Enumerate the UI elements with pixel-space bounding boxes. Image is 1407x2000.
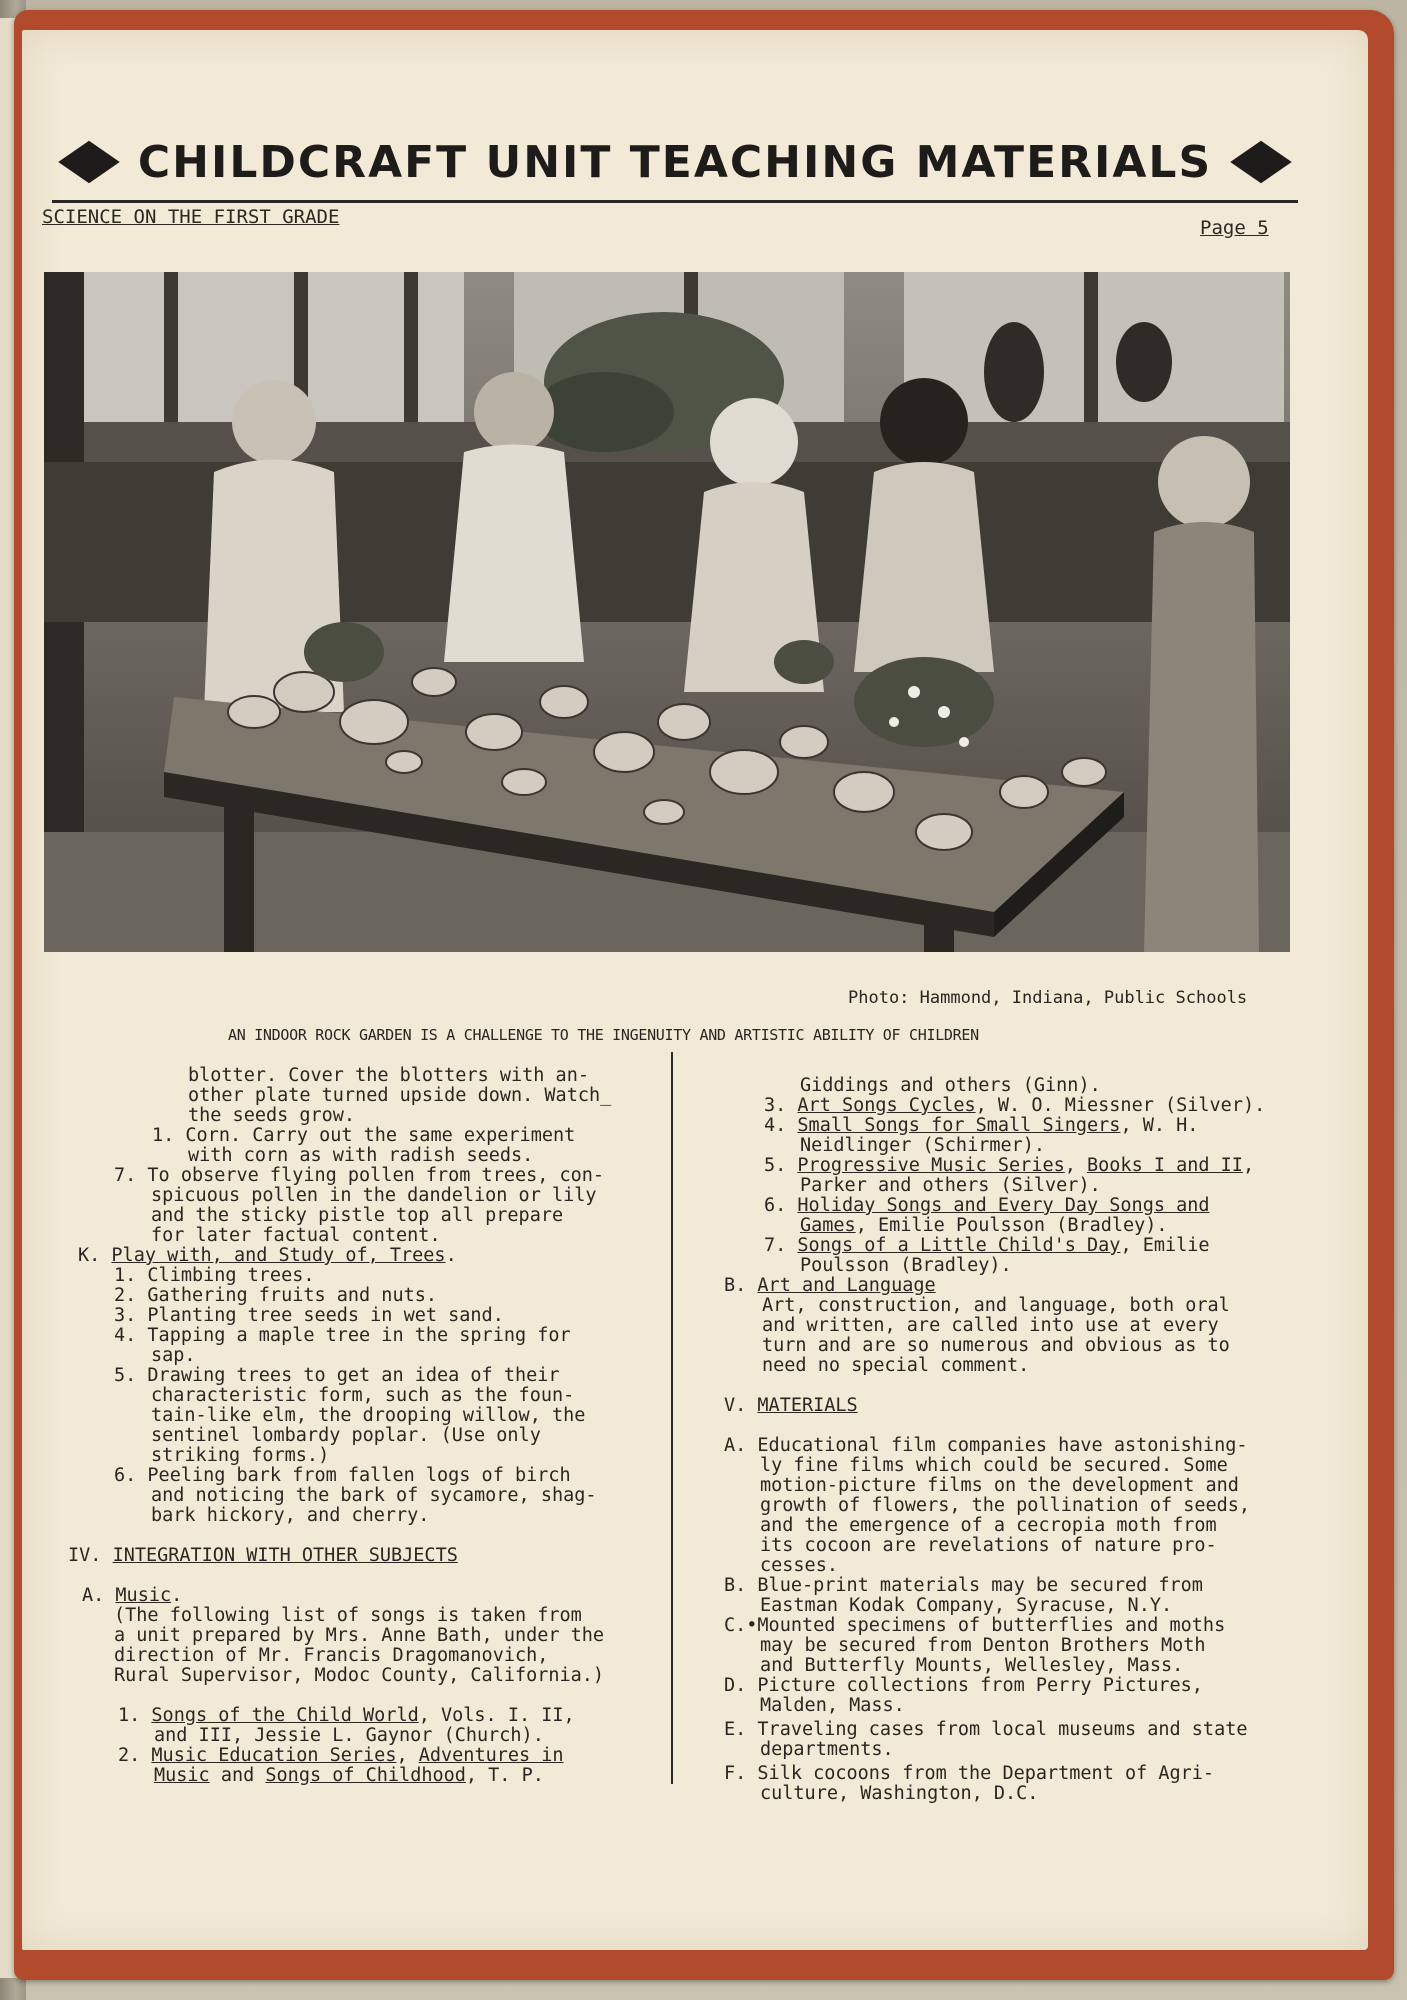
song-2-line-1 bbox=[118, 1746, 564, 1766]
song-3 bbox=[764, 1096, 1265, 1116]
material-c-line-1: C.•Mounted specimens of butterflies and moths bbox=[724, 1615, 1226, 1636]
right-diamond-ornament-icon bbox=[1230, 141, 1292, 183]
left-cont-line-2: other plate turned upside down. Watch_ bbox=[188, 1085, 612, 1106]
song-1-detail: , Vols. I. II, bbox=[418, 1705, 575, 1726]
k-item-3: 3. Planting tree seeds in wet sand. bbox=[114, 1305, 504, 1326]
song-5-title-a: Progressive Music Series bbox=[797, 1155, 1065, 1176]
section-k-period: . bbox=[445, 1245, 457, 1266]
material-a-line-6: its cocoon are revelations of nature pro- bbox=[760, 1535, 1217, 1556]
column-divider bbox=[671, 1052, 673, 1784]
music-note-line-3: direction of Mr. Francis Dragomanovich, bbox=[114, 1645, 549, 1666]
section-k-letter: K. bbox=[78, 1245, 101, 1266]
music-period: . bbox=[171, 1585, 183, 1606]
song-1-number: 1. bbox=[118, 1705, 141, 1726]
song-5-line-2: Parker and others (Silver). bbox=[800, 1175, 1101, 1196]
music-note-line-1: (The following list of songs is taken from bbox=[114, 1605, 582, 1626]
song-7-number: 7. bbox=[764, 1235, 787, 1256]
item-7-line-3: and the sticky pistle top all prepare bbox=[151, 1205, 564, 1226]
material-a-line-2: ly fine films which could be secured. Some bbox=[760, 1455, 1228, 1476]
song-7-detail: , Emilie bbox=[1120, 1235, 1210, 1256]
k-item-6-line-2: and noticing the bark of sycamore, shag- bbox=[151, 1485, 597, 1506]
song-3-number: 3. bbox=[764, 1095, 787, 1116]
material-b-line-1: B. Blue-print materials may be secured from bbox=[724, 1575, 1203, 1596]
left-diamond-ornament-icon bbox=[58, 141, 120, 183]
song-4-title: Small Songs for Small Singers bbox=[797, 1115, 1121, 1136]
section-v-title: MATERIALS bbox=[757, 1395, 858, 1416]
song-7-title: Songs of a Little Child's Day bbox=[797, 1235, 1121, 1256]
k-item-2: 2. Gathering fruits and nuts. bbox=[114, 1285, 438, 1306]
k-item-4-line-2: sap. bbox=[151, 1345, 196, 1366]
material-d-line-1: D. Picture collections from Perry Pictures, bbox=[724, 1675, 1203, 1696]
k-item-5-line-1: 5. Drawing trees to get an idea of their bbox=[114, 1365, 560, 1386]
banner-title: CHILDCRAFT UNIT TEACHING MATERIALS bbox=[137, 136, 1213, 188]
section-title: SCIENCE ON THE FIRST GRADE bbox=[42, 206, 340, 228]
art-language-line-1: Art, construction, and language, both oral bbox=[762, 1295, 1230, 1316]
rock-garden-illustration bbox=[44, 272, 1290, 952]
material-f-line-2: culture, Washington, D.C. bbox=[760, 1783, 1039, 1804]
art-language-line-3: turn and are so numerous and obvious as to bbox=[762, 1335, 1230, 1356]
song-1-title: Songs of the Child World bbox=[151, 1705, 419, 1726]
corn-item-line-2: with corn as with radish seeds. bbox=[188, 1145, 534, 1166]
k-item-1: 1. Climbing trees. bbox=[114, 1265, 315, 1286]
item-7-line-2: spicuous pollen in the dandelion or lily bbox=[151, 1185, 597, 1206]
song-7-line-2: Poulsson (Bradley). bbox=[800, 1255, 1012, 1276]
material-b-line-2: Eastman Kodak Company, Syracuse, N.Y. bbox=[760, 1595, 1173, 1616]
song-6-line-2 bbox=[800, 1216, 1168, 1236]
music-heading bbox=[82, 1586, 182, 1606]
song-7-line-1 bbox=[764, 1236, 1210, 1256]
material-e-line-1: E. Traveling cases from local museums and state bbox=[724, 1719, 1248, 1740]
page-number: Page 5 bbox=[1200, 217, 1269, 239]
song-3-title: Art Songs Cycles bbox=[797, 1095, 976, 1116]
song-5-separator: , bbox=[1064, 1155, 1088, 1176]
song-5-title-b: Books I and II bbox=[1087, 1155, 1243, 1176]
material-a-line-3: motion-picture films on the development and bbox=[760, 1475, 1239, 1496]
section-k-title: Play with, and Study of, Trees bbox=[111, 1245, 446, 1266]
k-item-4-line-1: 4. Tapping a maple tree in the spring for bbox=[114, 1325, 571, 1346]
banner-rule bbox=[52, 200, 1298, 203]
song-3-detail: , W. O. Miessner (Silver). bbox=[975, 1095, 1266, 1116]
photo-caption: AN INDOOR ROCK GARDEN IS A CHALLENGE TO THE INGENUITY AND ARTISTIC ABILITY OF CHILDREN bbox=[228, 1026, 979, 1044]
section-iv-number: IV. bbox=[68, 1545, 102, 1566]
material-c-line-3: and Butterfly Mounts, Wellesley, Mass. bbox=[760, 1655, 1184, 1676]
section-k-heading bbox=[78, 1246, 457, 1266]
song-4-detail: , W. H. bbox=[1120, 1115, 1199, 1136]
section-iv-title: INTEGRATION WITH OTHER SUBJECTS bbox=[112, 1545, 458, 1566]
song-4-number: 4. bbox=[764, 1115, 787, 1136]
k-item-6-line-1: 6. Peeling bark from fallen logs of birch bbox=[114, 1465, 571, 1486]
song-6-title-cont: Games bbox=[800, 1215, 856, 1236]
corn-item-line-1: 1. Corn. Carry out the same experiment bbox=[152, 1125, 576, 1146]
song-4-line-2: Neidlinger (Schirmer). bbox=[800, 1135, 1046, 1156]
song-1-line-2: and III, Jessie L. Gaynor (Church). bbox=[154, 1725, 544, 1746]
music-note-line-4: Rural Supervisor, Modoc County, California.) bbox=[114, 1665, 605, 1686]
left-cont-line-1: blotter. Cover the blotters with an- bbox=[188, 1065, 589, 1086]
song-2-detail: , T. P. bbox=[465, 1765, 544, 1786]
music-letter: A. bbox=[82, 1585, 105, 1606]
song-2-line-2 bbox=[154, 1766, 544, 1786]
page bbox=[22, 30, 1368, 1950]
song-2-title-a: Music Education Series bbox=[151, 1745, 397, 1766]
song-4-line-1 bbox=[764, 1116, 1198, 1136]
art-language-letter: B. bbox=[724, 1275, 747, 1296]
song-6-number: 6. bbox=[764, 1195, 787, 1216]
rock-garden-photo bbox=[44, 272, 1290, 952]
item-7-line-1: 7. To observe flying pollen from trees, con- bbox=[114, 1165, 605, 1186]
banner bbox=[50, 132, 1300, 192]
section-v-heading bbox=[724, 1396, 858, 1416]
photo-credit: Photo: Hammond, Indiana, Public Schools bbox=[848, 988, 1248, 1008]
material-e-line-2: departments. bbox=[760, 1739, 894, 1760]
art-language-title: Art and Language bbox=[757, 1275, 936, 1296]
left-cont-line-3: the seeds grow. bbox=[188, 1105, 356, 1126]
k-item-6-line-3: bark hickory, and cherry. bbox=[151, 1505, 430, 1526]
material-a-line-5: and the emergence of a cecropia moth from bbox=[760, 1515, 1217, 1536]
art-language-heading bbox=[724, 1276, 936, 1296]
song-6-line-1 bbox=[764, 1196, 1210, 1216]
section-iv-heading bbox=[68, 1546, 458, 1566]
song-2-title-b: Adventures in bbox=[418, 1745, 564, 1766]
song-2-title-b-cont: Music bbox=[154, 1765, 210, 1786]
k-item-5-line-5: striking forms.) bbox=[151, 1445, 330, 1466]
material-a-line-7: cesses. bbox=[760, 1555, 838, 1576]
song-5-number: 5. bbox=[764, 1155, 787, 1176]
song-5-comma: , bbox=[1242, 1155, 1255, 1176]
song-2-number: 2. bbox=[118, 1745, 141, 1766]
song-6-detail: , Emilie Poulsson (Bradley). bbox=[855, 1215, 1168, 1236]
music-title: Music bbox=[115, 1585, 172, 1606]
song-2-title-c: Songs of Childhood bbox=[265, 1765, 466, 1786]
material-c-line-2: may be secured from Denton Brothers Moth bbox=[760, 1635, 1206, 1656]
item-7-line-4: for later factual content. bbox=[151, 1225, 441, 1246]
section-v-number: V. bbox=[724, 1395, 747, 1416]
song-2-separator: , bbox=[396, 1745, 419, 1766]
material-a-line-4: growth of flowers, the pollination of seeds, bbox=[760, 1495, 1251, 1516]
art-language-line-2: and written, are called into use at every bbox=[762, 1315, 1219, 1336]
k-item-5-line-4: sentinel lombardy poplar. (Use only bbox=[151, 1425, 541, 1446]
material-a-line-1: A. Educational film companies have astonishing- bbox=[724, 1435, 1248, 1456]
material-f-line-1: F. Silk cocoons from the Department of Agri- bbox=[724, 1763, 1215, 1784]
right-cont-line: Giddings and others (Ginn). bbox=[800, 1075, 1101, 1096]
song-6-title: Holiday Songs and Every Day Songs and bbox=[797, 1195, 1210, 1216]
music-note-line-2: a unit prepared by Mrs. Anne Bath, under the bbox=[114, 1625, 605, 1646]
k-item-5-line-2: characteristic form, such as the foun- bbox=[151, 1385, 575, 1406]
material-d-line-2: Malden, Mass. bbox=[760, 1695, 905, 1716]
art-language-line-4: need no special comment. bbox=[762, 1355, 1030, 1376]
k-item-5-line-3: tain-like elm, the drooping willow, the bbox=[151, 1405, 586, 1426]
song-2-and: and bbox=[209, 1765, 266, 1786]
song-1-line-1 bbox=[118, 1706, 575, 1726]
song-5-line-1 bbox=[764, 1156, 1254, 1176]
